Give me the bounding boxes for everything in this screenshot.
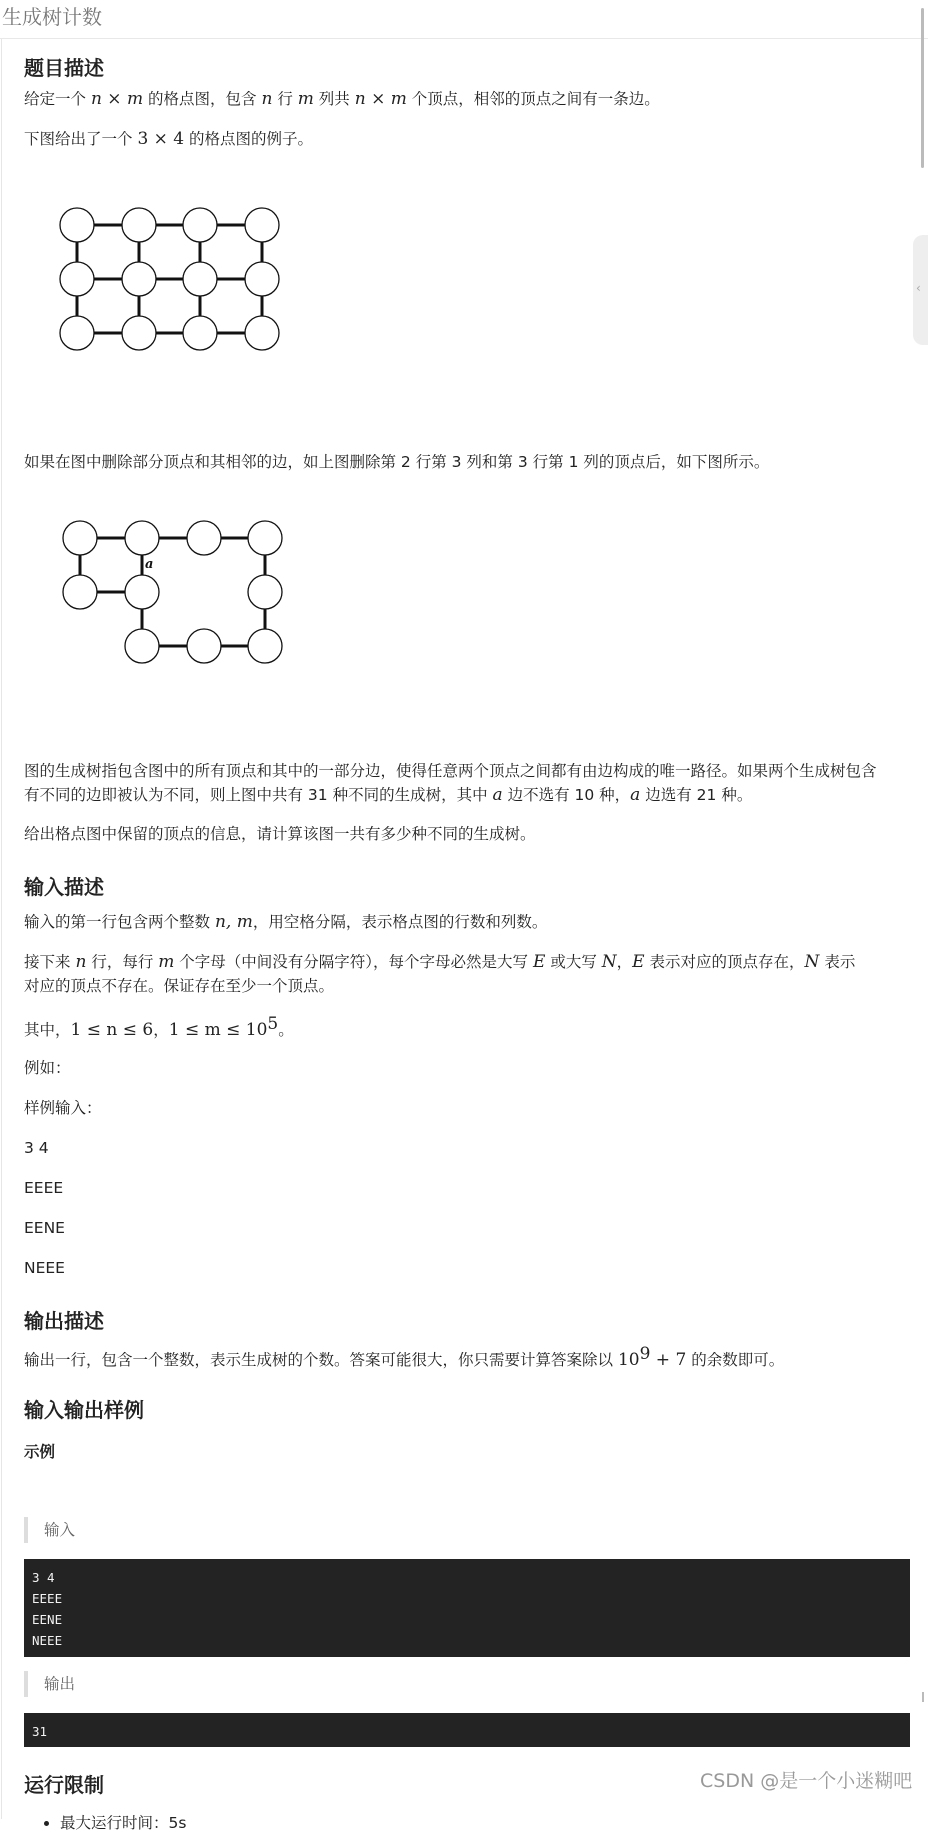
desc-paragraph-4-line2: 有不同的边即被认为不同，则上图中共有 31 种不同的生成树，其中 a 边不选有 10 种，a 边选有 21 种。 (24, 785, 753, 805)
vertex (122, 208, 156, 242)
vertex (125, 629, 159, 663)
input-paragraph-2-line2: 对应的顶点不存在。保证存在至少一个顶点。 (24, 977, 335, 995)
vertex (60, 262, 94, 296)
limit-item: • 最大运行时间：5s (60, 1811, 186, 1833)
desc-paragraph-3: 如果在图中删除部分顶点和其相邻的边，如上图删除第 2 行第 3 列和第 3 行第 1 列的顶点后，如下图所示。 (24, 453, 770, 471)
problem-card (1, 39, 926, 1832)
desc-paragraph-5: 给出格点图中保留的顶点的信息，请计算该图一共有多少种不同的生成树。 (24, 825, 536, 843)
vertex (183, 316, 217, 350)
watermark: CSDN @是一个小迷糊吧 (700, 1770, 913, 1792)
vertex (183, 262, 217, 296)
vertex (245, 208, 279, 242)
page-header (0, 0, 928, 39)
vertex (183, 208, 217, 242)
input-code-block[interactable]: 3 4 EEEE EENE NEEE (24, 1559, 910, 1657)
vertex (63, 521, 97, 555)
desc-paragraph-2: 下图给出了一个 3 × 4 的格点图的例子。 (24, 129, 314, 149)
grid-diagram-pruned (24, 517, 284, 675)
vertex (63, 575, 97, 609)
sample-line: 3 4 (24, 1139, 49, 1157)
chevron-left-icon: ‹ (916, 281, 921, 295)
input-heading: 输入描述 (24, 875, 104, 899)
input-paragraph-1: 输入的第一行包含两个整数 n, m，用空格分隔，表示格点图的行数和列数。 (24, 912, 548, 932)
scroll-marker (922, 1692, 924, 1702)
io-heading: 输入输出样例 (24, 1398, 144, 1422)
vertex (187, 629, 221, 663)
vertex (125, 521, 159, 555)
output-paragraph: 输出一行，包含一个整数，表示生成树的个数。答案可能很大，你只需要计算答案除以 $10^9 + 7$ 的余数即可。 (24, 1344, 785, 1371)
vertex (125, 575, 159, 609)
desc-heading: 题目描述 (24, 56, 104, 80)
example-heading: 示例 (24, 1443, 56, 1461)
vertex (122, 262, 156, 296)
sample-input-label: 样例输入： (24, 1099, 102, 1117)
edge-a-label: a (145, 557, 154, 572)
limits-list (24, 1811, 186, 1833)
grid-diagram-full (24, 204, 284, 364)
vertex (248, 629, 282, 663)
vertex (245, 316, 279, 350)
example-label: 例如： (24, 1059, 71, 1077)
vertex (122, 316, 156, 350)
input-paragraph-2-line1: 接下来 n 行，每行 m 个字母（中间没有分隔字符），每个字母必然是大写 E 或大写 N，E 表示对应的顶点存在，N 表示 (24, 952, 856, 972)
sample-line: EENE (24, 1219, 65, 1237)
desc-paragraph-4-line1: 图的生成树指包含图中的所有顶点和其中的一部分边，使得任意两个顶点之间都有由边构成的唯一路径。如果两个生成树包含 (24, 762, 877, 780)
limits-heading: 运行限制 (24, 1773, 104, 1797)
sample-line: EEEE (24, 1179, 64, 1197)
sample-line: NEEE (24, 1259, 65, 1277)
vertex (248, 575, 282, 609)
vertex (248, 521, 282, 555)
vertex (60, 208, 94, 242)
desc-paragraph-1: 给定一个 n × m 的格点图，包含 n 行 m 列共 n × m 个顶点，相邻的顶点之间有一条边。 (24, 89, 660, 109)
page-title: 生成树计数 (2, 5, 102, 29)
vertex (60, 316, 94, 350)
output-code-block[interactable]: 31 (24, 1713, 910, 1747)
vertex (187, 521, 221, 555)
output-quote: 输出 (24, 1671, 75, 1697)
input-paragraph-3: 其中，1 ≤ n ≤ 6，$1 \le m \le 10^5$。 (24, 1014, 294, 1041)
output-heading: 输出描述 (24, 1309, 104, 1333)
vertex (245, 262, 279, 296)
input-quote: 输入 (24, 1517, 75, 1543)
